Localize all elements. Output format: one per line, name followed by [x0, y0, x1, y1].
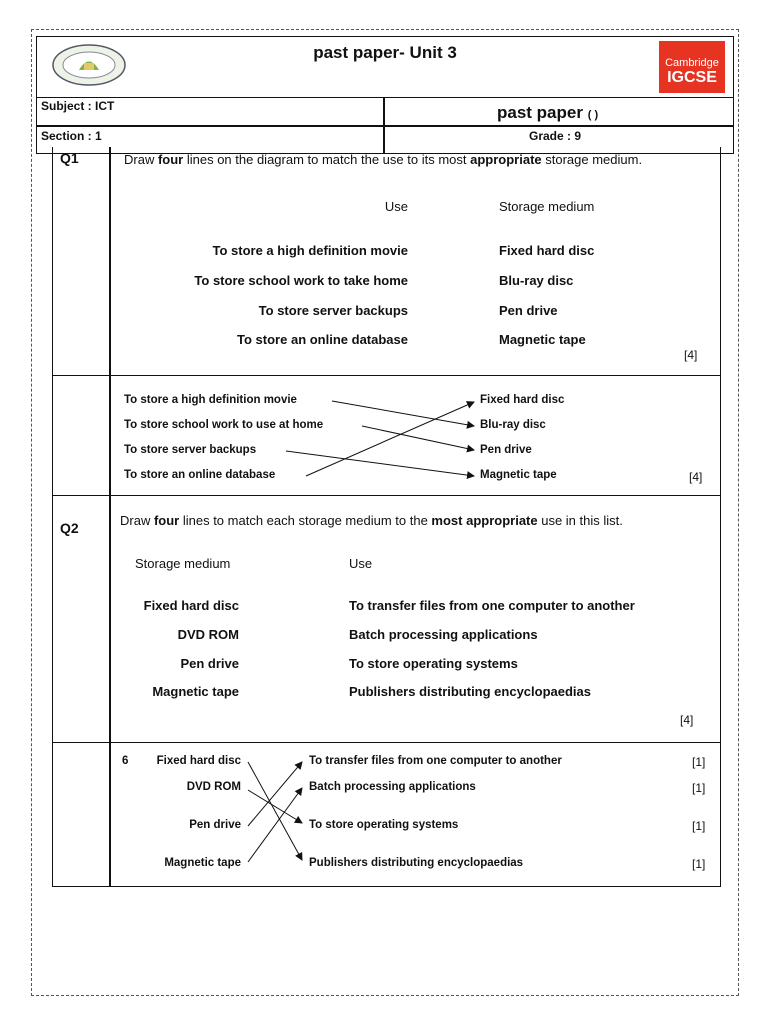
- q1-col-use: Use: [384, 199, 408, 214]
- q2-medium-4: Magnetic tape: [152, 684, 239, 699]
- a1-medium-2: Blu-ray disc: [480, 419, 546, 431]
- q1-medium-1: Fixed hard disc: [499, 243, 595, 258]
- q2-medium-1: Fixed hard disc: [143, 598, 239, 613]
- a2-use-2: Batch processing applications: [309, 781, 476, 793]
- a2-use-4: Publishers distributing encyclopaedias: [309, 857, 524, 869]
- a2-line-3: [248, 762, 302, 826]
- a2-mark-2: [1]: [692, 781, 706, 795]
- a1-use-2: To store school work to use at home: [124, 419, 324, 431]
- q1-medium-4: Magnetic tape: [499, 332, 586, 347]
- q2-col-medium: Storage medium: [135, 556, 231, 571]
- a2-number: 6: [122, 755, 129, 767]
- logo-brand: Cambridge: [665, 57, 719, 69]
- subject-label: Subject : ICT: [41, 99, 115, 113]
- q1-label: Q1: [60, 150, 79, 166]
- q2-marks: [4]: [680, 713, 694, 727]
- grade-label: Grade : 9: [529, 129, 582, 143]
- q1-marks: [4]: [684, 348, 698, 362]
- q2-use-2: Batch processing applications: [349, 627, 538, 642]
- q1-medium-3: Pen drive: [499, 303, 558, 318]
- a1-use-3: To store server backups: [124, 444, 257, 456]
- a2-line-2: [248, 790, 302, 823]
- a2-mark-4: [1]: [692, 857, 706, 871]
- a2-use-3: To store operating systems: [309, 819, 459, 831]
- a2-mark-3: [1]: [692, 819, 706, 833]
- a1-use-4: To store an online database: [124, 469, 276, 481]
- page-title: past paper- Unit 3: [313, 43, 457, 62]
- a2-medium-3: Pen drive: [189, 819, 241, 831]
- section-label: Section : 1: [41, 129, 102, 143]
- q2-use-3: To store operating systems: [349, 656, 518, 671]
- a2-use-1: To transfer files from one computer to another: [309, 755, 562, 767]
- a2-line-1: [248, 762, 302, 860]
- q1-use-1: To store a high definition movie: [212, 243, 408, 258]
- paper-text: past paper: [497, 103, 583, 122]
- q1-use-4: To store an online database: [237, 332, 408, 347]
- q1-medium-2: Blu-ray disc: [499, 273, 574, 288]
- a2-medium-2: DVD ROM: [186, 781, 241, 793]
- q2-col-use: Use: [349, 556, 373, 571]
- q2-medium-3: Pen drive: [180, 656, 239, 671]
- a2-mark-1: [1]: [692, 755, 706, 769]
- a2-medium-4: Magnetic tape: [164, 857, 241, 869]
- a1-medium-4: Magnetic tape: [480, 469, 557, 481]
- q2-instruction: Draw four lines to match each storage medium to the most appropriate use in this list.: [120, 513, 623, 528]
- q1-col-medium: Storage medium: [499, 199, 595, 214]
- q1-use-3: To store server backups: [258, 303, 408, 318]
- q1-instruction: Draw four lines on the diagram to match the use to its most appropriate storage medium.: [124, 152, 643, 167]
- a1-medium-1: Fixed hard disc: [480, 394, 565, 406]
- logo-name: IGCSE: [667, 69, 717, 86]
- q1-use-2: To store school work to take home: [194, 273, 408, 288]
- a2-medium-1: Fixed hard disc: [156, 755, 241, 767]
- a1-use-1: To store a high definition movie: [124, 394, 297, 406]
- a1-marks: [4]: [689, 470, 703, 484]
- q2-use-4: Publishers distributing encyclopaedias: [349, 684, 592, 699]
- a2-line-4: [248, 788, 302, 862]
- paper-suffix: ( ): [587, 109, 599, 121]
- q2-label: Q2: [60, 520, 79, 536]
- a1-medium-3: Pen drive: [480, 444, 532, 456]
- q2-medium-2: DVD ROM: [177, 627, 239, 642]
- q2-use-1: To transfer files from one computer to another: [349, 598, 635, 613]
